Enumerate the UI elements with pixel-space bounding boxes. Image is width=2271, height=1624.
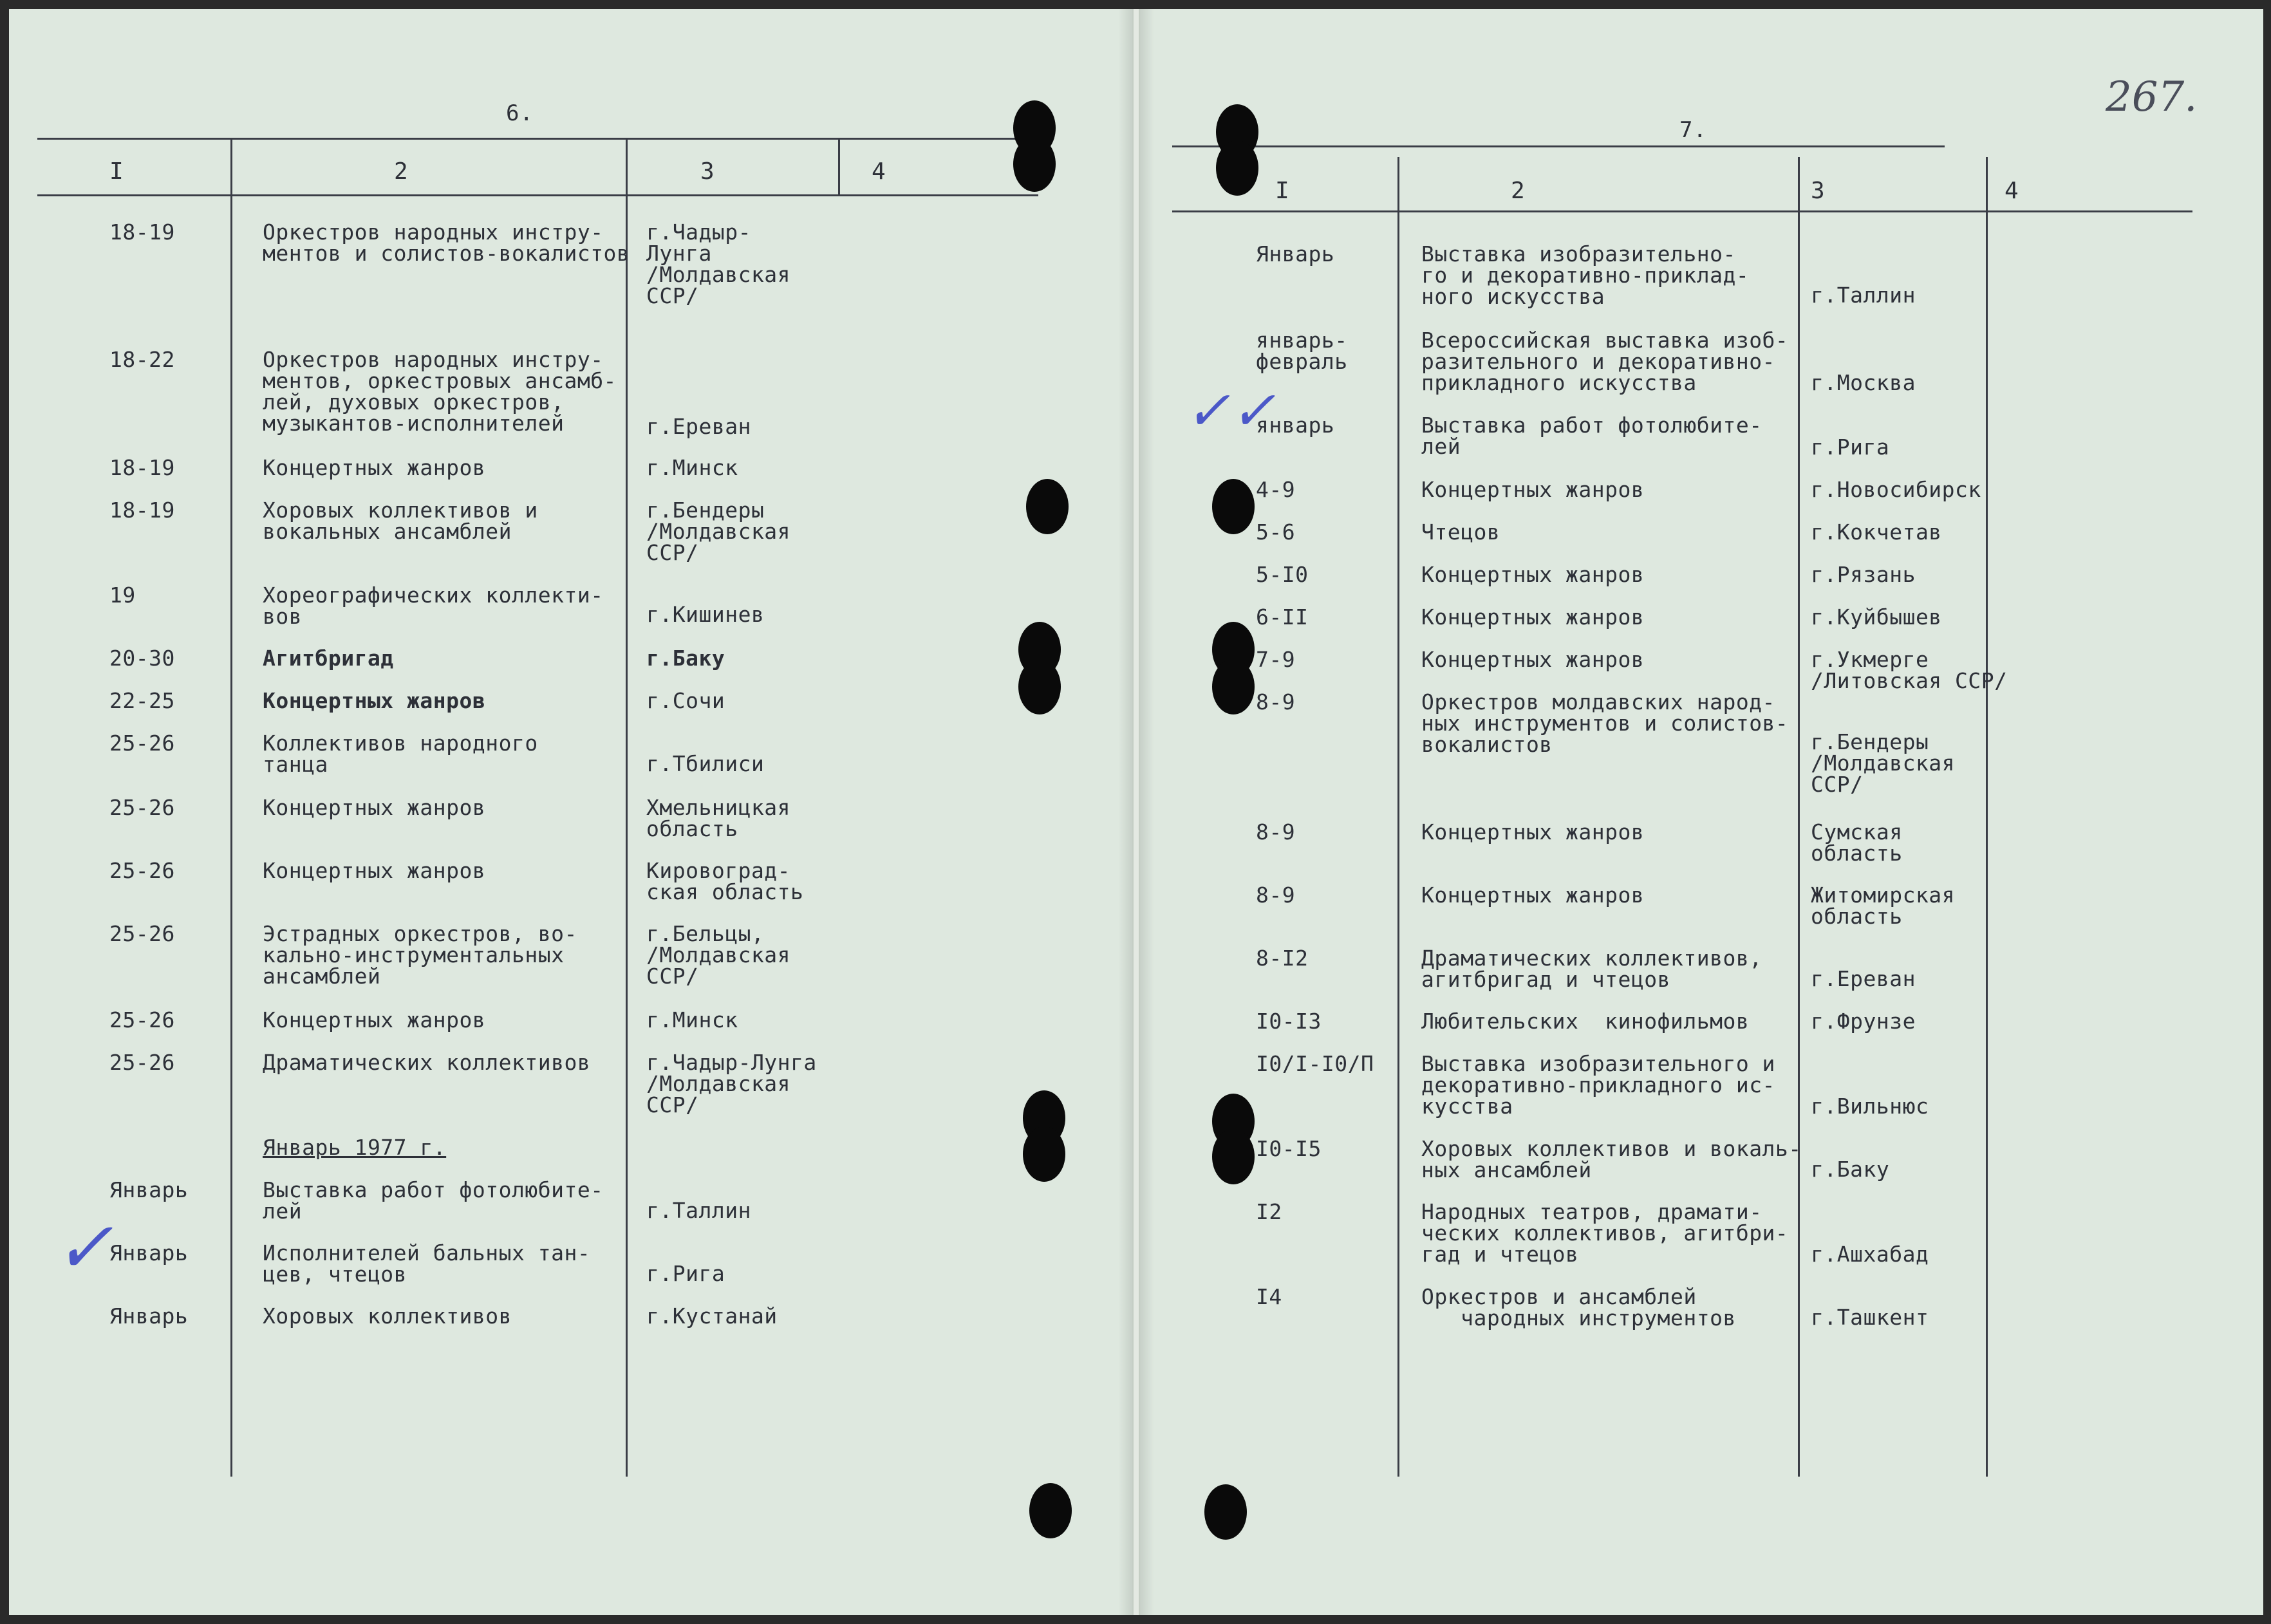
punch-hole — [1212, 479, 1255, 534]
table-cell-place: Кировоград- ская область — [646, 858, 804, 904]
column-divider — [230, 138, 232, 1477]
table-cell-place: г.Минск — [646, 1007, 738, 1032]
table-cell-genre: Агитбригад — [263, 646, 394, 671]
table-cell-genre: Концертных жанров — [263, 1007, 486, 1032]
column-header-1: I — [1275, 178, 1289, 204]
table-cell-place: г.Чадыр- Лунга /Молдавская ССР/ — [646, 219, 791, 308]
table-cell-date: 5-I0 — [1256, 562, 1309, 587]
table-cell-date: 25-26 — [109, 921, 175, 946]
column-header-4: 4 — [2005, 178, 2019, 204]
column-header-3: 3 — [700, 158, 715, 185]
table-cell-date: 8-9 — [1256, 819, 1296, 845]
column-header-2: 2 — [1511, 178, 1525, 204]
table-cell-date: 5-6 — [1256, 519, 1296, 545]
table-cell-date: 18-19 — [109, 498, 175, 523]
column-divider — [1798, 157, 1800, 1477]
table-cell-place: г.Кустанай — [646, 1303, 778, 1329]
table-cell-date: I0-I5 — [1256, 1136, 1322, 1161]
table-cell-place: г.Фрунзе — [1811, 1009, 1916, 1034]
book-spread — [9, 9, 2262, 1615]
table-cell-place: г.Минск — [646, 455, 738, 480]
table-cell-date: 25-26 — [109, 858, 175, 883]
table-cell-genre: Хоровых коллективов — [263, 1303, 512, 1329]
punch-hole — [1029, 1483, 1072, 1538]
table-cell-genre: Январь 1977 г. — [263, 1135, 447, 1160]
left-page — [9, 9, 1134, 1615]
table-cell-genre: Концертных жанров — [1421, 819, 1645, 845]
table-cell-date: 8-I2 — [1256, 946, 1309, 971]
table-cell-genre: Оркестров народных инстру- ментов и солистов-вокалистов — [263, 219, 630, 266]
table-cell-date: Январь — [1256, 241, 1335, 266]
table-cell-genre: Выставка работ фотолюбите- лей — [263, 1177, 604, 1224]
column-divider — [1986, 157, 1988, 1477]
table-cell-place: Хмельницкая область — [646, 795, 791, 841]
table-cell-date: 22-25 — [109, 688, 175, 713]
table-cell-place: г.Куйбышев — [1811, 604, 1942, 630]
table-cell-genre: Любительских кинофильмов — [1421, 1009, 1750, 1034]
table-cell-place: г.Москва — [1811, 370, 1916, 395]
table-cell-date: I0-I3 — [1256, 1009, 1322, 1034]
punch-hole — [1216, 140, 1258, 196]
table-top-rule — [37, 138, 1038, 140]
table-top-rule — [1172, 145, 1945, 147]
table-cell-date: 25-26 — [109, 795, 175, 820]
table-cell-genre: Хореографических коллекти- вов — [263, 583, 604, 629]
table-cell-date: Январь — [109, 1240, 189, 1265]
table-cell-genre: Концертных жанров — [263, 858, 486, 883]
table-cell-genre: Выставка изобразительного и декоративно-прикладного ис- кусства — [1421, 1051, 1775, 1119]
table-cell-place: г.Новосибирск — [1811, 477, 1981, 502]
table-cell-date: 7-9 — [1256, 647, 1296, 672]
page-gutter-shadow — [1118, 9, 1132, 1615]
punch-hole — [1212, 1129, 1255, 1184]
handwritten-folio-number: 267. — [2106, 73, 2198, 121]
table-cell-place: г.Ашхабад — [1811, 1242, 1929, 1267]
table-cell-genre: Коллективов народного танца — [263, 731, 538, 777]
table-cell-place: Сумская область — [1811, 819, 1903, 866]
header-bottom-rule — [37, 194, 1038, 196]
table-cell-place: Житомирская область — [1811, 882, 1956, 929]
column-header-1: I — [109, 158, 124, 185]
table-cell-place: г.Кокчетав — [1811, 519, 1942, 545]
table-cell-place: г.Таллин — [646, 1198, 751, 1223]
table-cell-genre: Хоровых коллективов и вокаль- ных ансамблей — [1421, 1136, 1802, 1182]
table-cell-genre: Чтецов — [1421, 519, 1500, 545]
table-cell-genre: Всероссийская выставка изоб- разительного и декоративно- прикладного искусства — [1421, 328, 1789, 395]
punch-hole — [1013, 136, 1056, 192]
table-cell-place: г.Укмерге /Литовская ССР/ — [1811, 647, 2008, 693]
table-cell-place: г.Рязань — [1811, 562, 1916, 587]
table-cell-date: I2 — [1256, 1199, 1282, 1224]
table-cell-date: 25-26 — [109, 1050, 175, 1075]
punch-hole — [1212, 659, 1255, 714]
table-cell-genre: Концертных жанров — [263, 795, 486, 820]
table-cell-date: 8-9 — [1256, 882, 1296, 908]
checkmark: ✓ — [54, 1206, 114, 1289]
table-cell-date: 20-30 — [109, 646, 175, 671]
table-cell-place: г.Бендеры /Молдавская ССР/ — [646, 498, 791, 565]
table-cell-place: г.Ереван — [1811, 966, 1916, 991]
table-cell-genre: Выставка изобразительно- го и декоративно-приклад- ного искусства — [1421, 241, 1750, 309]
table-cell-place: г.Рига — [646, 1261, 725, 1286]
table-cell-date: 19 — [109, 583, 136, 608]
column-header-4: 4 — [872, 158, 886, 185]
table-cell-genre: Концертных жанров — [263, 688, 486, 713]
table-cell-date: 8-9 — [1256, 689, 1296, 714]
table-cell-place: г.Вильнюс — [1811, 1094, 1929, 1119]
table-cell-place: г.Тбилиси — [646, 751, 765, 776]
header-bottom-rule — [1172, 210, 2192, 212]
table-cell-date: 6-II — [1256, 604, 1309, 630]
table-cell-place: г.Ташкент — [1811, 1305, 1929, 1330]
table-cell-place: г.Таллин — [1811, 283, 1916, 308]
punch-hole — [1018, 659, 1061, 714]
table-cell-genre: Концертных жанров — [263, 455, 486, 480]
checkmark: ✓✓ — [1185, 379, 1276, 442]
table-cell-date: Январь — [109, 1177, 189, 1202]
table-cell-genre: Концертных жанров — [1421, 882, 1645, 908]
table-cell-place: г.Ереван — [646, 414, 751, 439]
table-cell-date: I4 — [1256, 1284, 1282, 1309]
table-cell-place: г.Сочи — [646, 688, 725, 713]
table-cell-genre: Оркестров народных инстру- ментов, оркестровых ансамб- лей, духовых оркестров, музыкантов-исполнителей — [263, 347, 617, 436]
table-cell-genre: Концертных жанров — [1421, 647, 1645, 672]
table-cell-genre: Эстрадных оркестров, во- кально-инструментальных ансамблей — [263, 921, 577, 989]
table-cell-date: 25-26 — [109, 731, 175, 756]
table-cell-genre: Драматических коллективов — [263, 1050, 591, 1075]
punch-hole — [1204, 1484, 1247, 1540]
table-cell-genre: Концертных жанров — [1421, 477, 1645, 502]
table-cell-place: г.Бельцы, /Молдавская ССР/ — [646, 921, 791, 989]
table-cell-date: I0/I-I0/П — [1256, 1051, 1374, 1076]
page-number: 7. — [1679, 117, 1707, 143]
table-cell-genre: Драматических коллективов, агитбригад и чтецов — [1421, 946, 1762, 992]
table-cell-genre: Выставка работ фотолюбите- лей — [1421, 413, 1762, 459]
page-number: 6. — [506, 100, 534, 126]
column-header-3: 3 — [1811, 178, 1825, 204]
table-cell-place: г.Баку — [646, 646, 725, 671]
column-divider — [626, 138, 628, 1477]
table-cell-genre: Концертных жанров — [1421, 604, 1645, 630]
table-cell-genre: Исполнителей бальных тан- цев, чтецов — [263, 1240, 591, 1287]
table-cell-place: г.Рига — [1811, 434, 1890, 460]
table-cell-date: 25-26 — [109, 1007, 175, 1032]
table-cell-genre: Народных театров, драмати- ческих коллективов, агитбри- гад и чтецов — [1421, 1199, 1789, 1267]
table-cell-genre: Концертных жанров — [1421, 562, 1645, 587]
column-divider — [838, 138, 840, 196]
table-cell-date: 4-9 — [1256, 477, 1296, 502]
table-cell-place: г.Кишинев — [646, 602, 765, 627]
table-cell-date: 18-19 — [109, 455, 175, 480]
table-cell-genre: Оркестров молдавских народ- ных инструментов и солистов- вокалистов — [1421, 689, 1789, 757]
table-cell-date: январь — [1256, 413, 1335, 438]
table-cell-date: Январь — [109, 1303, 189, 1329]
right-page — [1139, 9, 2263, 1615]
table-cell-date: 18-22 — [109, 347, 175, 372]
page-gutter-shadow — [1140, 9, 1154, 1615]
table-cell-place: г.Чадыр-Лунга /Молдавская ССР/ — [646, 1050, 817, 1117]
punch-hole — [1023, 1126, 1065, 1182]
table-cell-place: г.Баку — [1811, 1157, 1890, 1182]
table-cell-date: 18-19 — [109, 219, 175, 245]
table-cell-genre: Оркестров и ансамблей чародных инструментов — [1421, 1284, 1736, 1330]
table-cell-place: г.Бендеры /Молдавская ССР/ — [1811, 729, 1956, 797]
punch-hole — [1026, 479, 1069, 534]
column-header-2: 2 — [394, 158, 408, 185]
table-cell-date: январь- февраль — [1256, 328, 1348, 374]
table-cell-genre: Хоровых коллективов и вокальных ансамблей — [263, 498, 538, 544]
column-divider — [1397, 157, 1399, 1477]
